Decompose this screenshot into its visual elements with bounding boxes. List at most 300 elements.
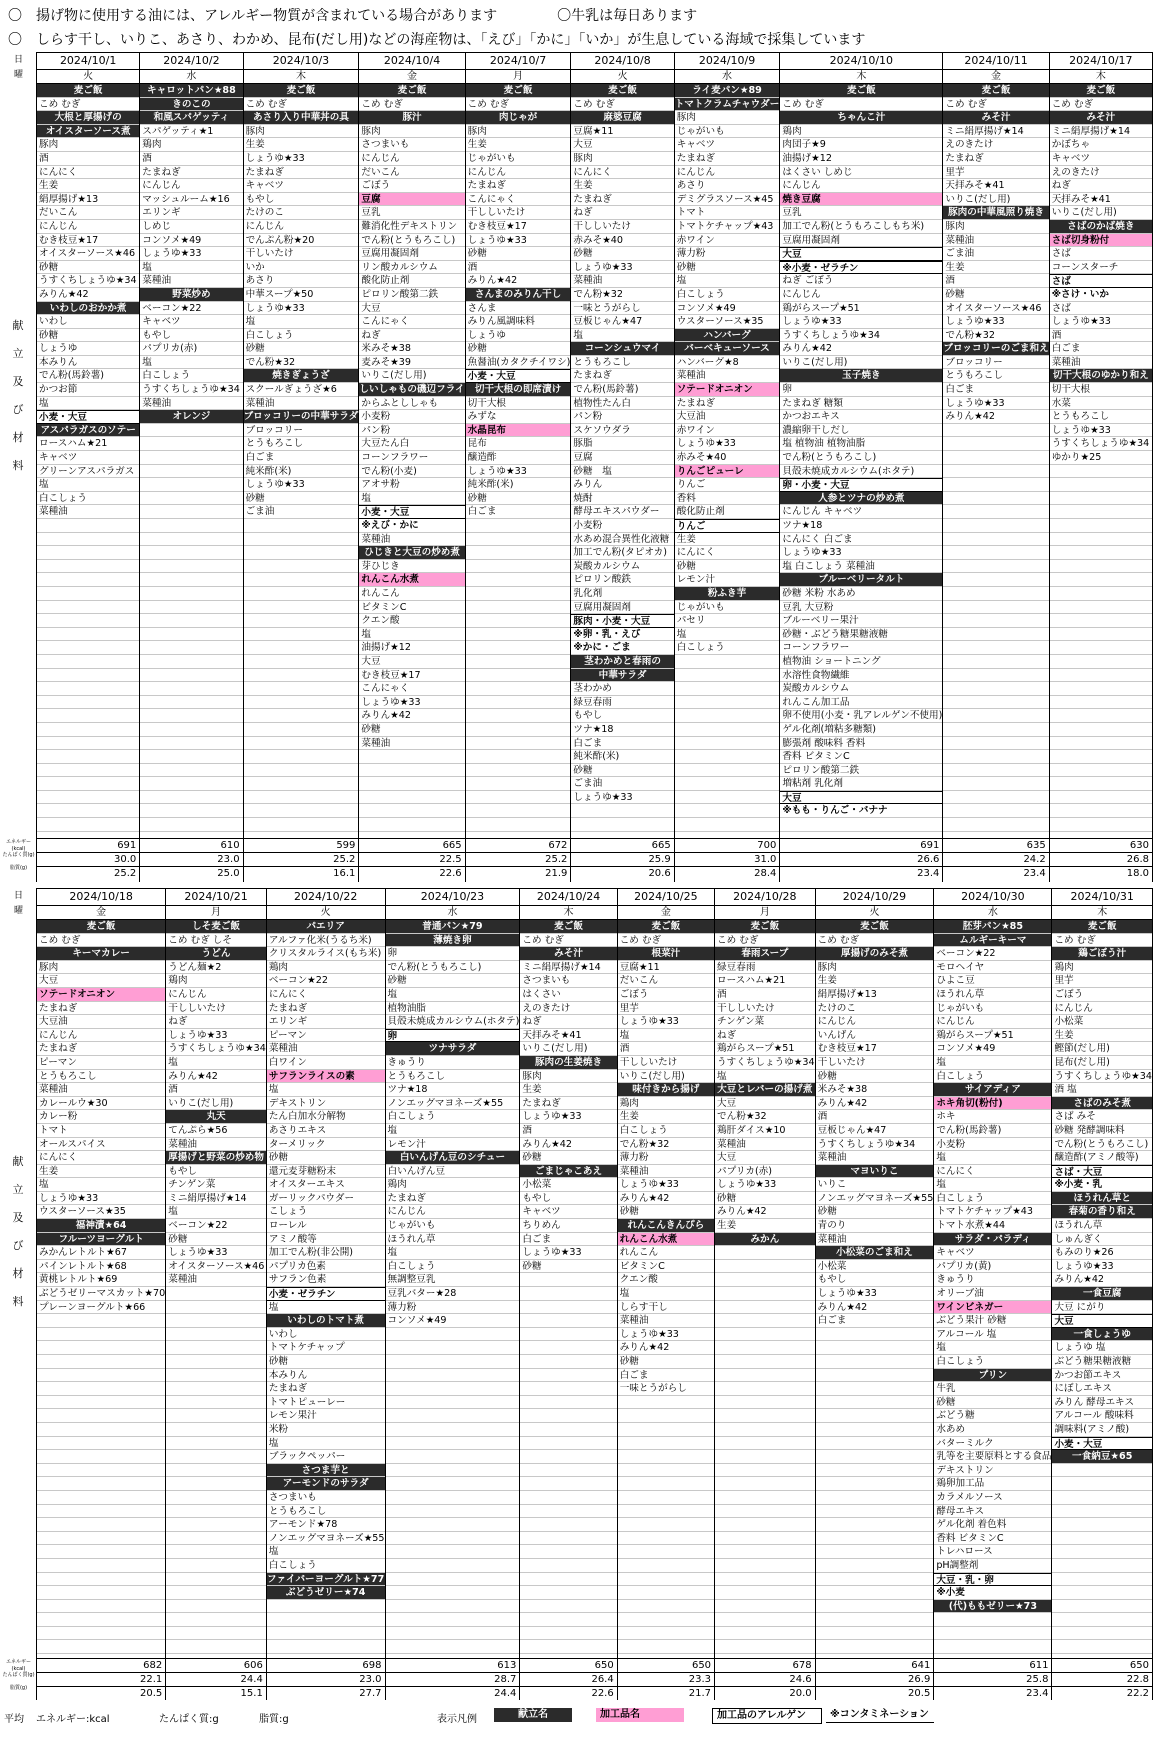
ingredient: 豚脂 <box>571 437 673 451</box>
day-date: 2024/10/3 <box>244 52 359 70</box>
ingredient: もやし <box>571 709 673 723</box>
empty-row <box>166 1287 266 1301</box>
nutrition-totals <box>267 1658 385 1700</box>
contamination-note: ※もも・りんご・バナナ <box>780 804 942 818</box>
ingredient: えのきたけ <box>943 138 1048 152</box>
protein-value: 26.8 <box>1050 852 1152 866</box>
empty-row <box>816 1640 934 1654</box>
nutrition-totals <box>1052 1658 1152 1700</box>
ingredient: 豚肉 <box>37 138 139 152</box>
energy-value: 665 <box>571 838 673 852</box>
ingredient: 加工でん粉(非公開) <box>267 1246 385 1260</box>
day-of-week: 木 <box>1050 70 1152 84</box>
empty-row <box>520 1477 616 1491</box>
empty-row <box>140 818 242 832</box>
ingredient: 白こしょう <box>244 329 359 343</box>
ingredient: しょうゆ 塩 <box>1052 1341 1152 1355</box>
ingredient: 薄力粉 <box>386 1301 520 1315</box>
day-of-week: 火 <box>816 906 934 920</box>
empty-row <box>943 696 1048 710</box>
ingredient: しょうゆ★33 <box>618 1328 714 1342</box>
empty-row <box>943 791 1048 805</box>
ingredient: 酵母エキス <box>934 1505 1051 1519</box>
empty-row <box>520 1355 616 1369</box>
empty-row <box>386 1369 520 1383</box>
empty-row <box>520 1545 616 1559</box>
ingredient: しょうゆ★33 <box>466 465 571 479</box>
ingredient: こめ むぎ <box>1052 934 1152 948</box>
empty-row <box>618 1491 714 1505</box>
label-menu-char: 材 <box>12 431 24 444</box>
empty-row <box>244 587 359 601</box>
empty-row <box>359 818 464 832</box>
dish-name: 麦ご飯 <box>466 84 571 98</box>
ingredient: みりん風調味料 <box>466 315 571 329</box>
dish-name: ハンバーグ <box>675 329 780 343</box>
ingredient: からふとししゃも <box>359 397 464 411</box>
ingredient: 塩 <box>244 315 359 329</box>
empty-row <box>618 1518 714 1532</box>
ingredient: 水あめ <box>934 1423 1051 1437</box>
empty-row <box>520 1559 616 1573</box>
dish-name: 春菊の香り和え <box>1052 1205 1152 1219</box>
ingredient: チンゲン菜 <box>166 1178 266 1192</box>
empty-row <box>816 1464 934 1478</box>
empty-row <box>943 628 1048 642</box>
ingredient: ゲル化剤(増粘多糖類) <box>780 723 942 737</box>
ingredient: 里芋 <box>1052 974 1152 988</box>
energy-value: 691 <box>780 838 942 852</box>
empty-row <box>1050 764 1152 778</box>
empty-row <box>244 560 359 574</box>
empty-row <box>244 628 359 642</box>
empty-row <box>780 818 942 832</box>
empty-row <box>520 1273 616 1287</box>
empty-row <box>37 601 139 615</box>
empty-row <box>140 614 242 628</box>
energy-value: 610 <box>140 838 242 852</box>
nutrition-totals <box>618 1658 714 1700</box>
allergen-label: 大豆 <box>780 247 942 261</box>
allergen-label: 小麦・大豆 <box>466 369 571 383</box>
empty-row <box>571 818 673 832</box>
label-protein: たんぱく質(g) <box>2 1672 35 1678</box>
ingredient: 生姜 <box>816 974 934 988</box>
empty-row <box>244 614 359 628</box>
ingredient: アルファ化米(うるち米) <box>267 934 385 948</box>
day-column <box>520 888 617 1700</box>
ingredient: たまねぎ <box>267 1002 385 1016</box>
empty-row <box>166 1409 266 1423</box>
empty-row <box>140 737 242 751</box>
empty-row <box>943 764 1048 778</box>
ingredient: ツナ★18 <box>571 723 673 737</box>
dish-name: マヨいりこ <box>816 1165 934 1179</box>
ingredient: むき枝豆★17 <box>37 234 139 248</box>
fat-value: 23.4 <box>943 866 1048 880</box>
empty-row <box>166 1396 266 1410</box>
empty-row <box>520 1396 616 1410</box>
ingredient: 鶏肉 <box>780 125 942 139</box>
ingredient: ごま油 <box>244 505 359 519</box>
empty-row <box>37 1532 165 1546</box>
protein-value: 31.0 <box>675 852 780 866</box>
ingredient: 純米酢(米) <box>466 478 571 492</box>
ingredient: パセリ <box>675 614 780 628</box>
empty-row <box>37 1545 165 1559</box>
ingredient: ねぎ <box>715 1029 815 1043</box>
ingredient: むき枝豆★17 <box>816 1042 934 1056</box>
day-of-week: 金 <box>943 70 1048 84</box>
ingredient: 水溶性食物繊維 <box>780 669 942 683</box>
ingredient: 酒 <box>140 152 242 166</box>
ingredient: しょうゆ★33 <box>37 1192 165 1206</box>
fat-value: 20.0 <box>715 1686 815 1700</box>
energy-value: 650 <box>618 1658 714 1672</box>
empty-row <box>715 1518 815 1532</box>
empty-row <box>386 1423 520 1437</box>
ingredient: 砂糖 <box>675 261 780 275</box>
ingredient: 大豆 <box>359 302 464 316</box>
ingredient: スケソウダラ <box>571 424 673 438</box>
ingredient: いわし <box>267 1328 385 1342</box>
empty-row <box>37 1382 165 1396</box>
ingredient: トレハロース <box>934 1545 1051 1559</box>
allergen-label: 小麦・大豆 <box>1052 1437 1152 1451</box>
contamination-note: ※卵・乳・えび <box>571 628 673 642</box>
empty-row <box>37 791 139 805</box>
ingredient: 干ししいたけ <box>466 206 571 220</box>
empty-row <box>816 1423 934 1437</box>
empty-row <box>943 641 1048 655</box>
ingredient: 菜種油 <box>244 397 359 411</box>
ingredient: ロースハム★21 <box>715 974 815 988</box>
contamination-note: ※さけ・いか <box>1050 288 1152 302</box>
empty-row <box>37 533 139 547</box>
ingredient: にんにく <box>571 166 673 180</box>
empty-row <box>1050 696 1152 710</box>
empty-row <box>816 1573 934 1587</box>
ingredient: ピーマン <box>37 1056 165 1070</box>
ingredient: 加工でん粉(とうもろこしもち米) <box>780 220 942 234</box>
ingredient: ごま油 <box>571 777 673 791</box>
ingredient: 砂糖 <box>934 1396 1051 1410</box>
empty-row <box>675 709 780 723</box>
ingredient: れんこん <box>359 587 464 601</box>
processed-food-name: ワインビネガー <box>934 1301 1051 1315</box>
empty-row <box>37 1627 165 1641</box>
ingredient: 無調整豆乳 <box>386 1273 520 1287</box>
ingredient: にんじん <box>934 1015 1051 1029</box>
empty-row <box>386 1409 520 1423</box>
ingredient: たまねぎ <box>140 166 242 180</box>
ingredient: しょうゆ★33 <box>466 234 571 248</box>
ingredient: にんじん <box>37 1029 165 1043</box>
empty-row <box>1050 777 1152 791</box>
ingredient: アーモンド★78 <box>267 1518 385 1532</box>
dish-name: オレンジ <box>140 410 242 424</box>
ingredient: ブラックペッパー <box>267 1450 385 1464</box>
nutrition-totals <box>571 838 673 880</box>
label-energy: エネルギー(kcal) <box>5 1659 31 1672</box>
ingredient: 砂糖 <box>618 1205 714 1219</box>
ingredient: 豆乳 <box>780 206 942 220</box>
empty-row <box>37 1396 165 1410</box>
empty-row <box>1050 818 1152 832</box>
empty-row <box>166 1464 266 1478</box>
ingredient: ミニ絹厚揚げ★14 <box>1050 125 1152 139</box>
empty-row <box>1050 560 1152 574</box>
ingredient: 大豆たん白 <box>359 437 464 451</box>
ingredient: 砂糖 <box>37 329 139 343</box>
ingredient: 豆板じゃん★47 <box>816 1124 934 1138</box>
label-fat: 脂質(g) <box>9 865 28 871</box>
day-of-week: 月 <box>166 906 266 920</box>
empty-row <box>1050 723 1152 737</box>
ingredient: 本みりん <box>267 1369 385 1383</box>
day-column <box>166 888 267 1700</box>
empty-row <box>816 1396 934 1410</box>
ingredient: パプリカ(黄) <box>934 1260 1051 1274</box>
empty-row <box>140 465 242 479</box>
empty-row <box>267 1640 385 1654</box>
legend <box>4 1706 1154 1728</box>
empty-row <box>466 682 571 696</box>
dish-name: 人参とツナの炒め煮 <box>780 492 942 506</box>
ingredient: でん粉★32 <box>244 356 359 370</box>
ingredient: 豚肉 <box>520 1070 616 1084</box>
empty-row <box>715 1600 815 1614</box>
dish-name: 麦ご飯 <box>37 920 165 934</box>
ingredient: バターミルク <box>934 1437 1051 1451</box>
dish-name: ブルーベリータルト <box>780 573 942 587</box>
ingredient: 白こしょう <box>140 369 242 383</box>
ingredient: レモン汁 <box>386 1138 520 1152</box>
ingredient: ぶどうゼリーマスカット★70 <box>39 1288 166 1300</box>
ingredient: 生姜 <box>618 1110 714 1124</box>
ingredient: 香料 ビタミンC <box>934 1532 1051 1546</box>
empty-row <box>943 533 1048 547</box>
dish-name: 福神漬★64 <box>37 1219 165 1233</box>
fat-value: 25.0 <box>140 866 242 880</box>
empty-row <box>466 655 571 669</box>
ingredient: 水あめ混合異性化液糖 <box>571 533 673 547</box>
ingredient: 酒 <box>715 988 815 1002</box>
dish-name: パエリア <box>267 920 385 934</box>
ingredient: ベーコン★22 <box>267 974 385 988</box>
dish-name: コーンシュウマイ <box>571 342 673 356</box>
dish-name: ブロッコリーの中華サラダ <box>243 411 359 423</box>
day-date: 2024/10/23 <box>386 888 520 906</box>
ingredient: オイスターエキス <box>267 1178 385 1192</box>
day-column <box>37 888 166 1700</box>
dish-name: ブロッコリーのごま和え <box>943 343 1049 355</box>
ingredient: ブルーベリー果汁 <box>780 614 942 628</box>
nutrition-totals <box>466 838 571 880</box>
empty-row <box>244 750 359 764</box>
empty-row <box>37 1505 165 1519</box>
ingredient: さつまいも <box>520 974 616 988</box>
ingredient: 大豆 <box>37 974 165 988</box>
ingredient: 菜種油 <box>140 274 242 288</box>
protein-value: 26.9 <box>816 1672 934 1686</box>
allergen-label: 大豆・乳・卵 <box>934 1573 1051 1587</box>
ingredient: pH調整剤 <box>934 1559 1051 1573</box>
fat-value: 27.7 <box>267 1686 385 1700</box>
day-column <box>244 52 360 882</box>
empty-row <box>1052 1532 1152 1546</box>
empty-row <box>816 1369 934 1383</box>
ingredient: でん粉(とうもろこし) <box>780 451 942 465</box>
energy-value: 650 <box>520 1658 616 1672</box>
empty-row <box>1050 492 1152 506</box>
ingredient: たまねぎ <box>466 179 571 193</box>
ingredient: トマトピューレー <box>267 1396 385 1410</box>
ingredient: でんぷん粉★20 <box>244 234 359 248</box>
empty-row <box>37 1450 165 1464</box>
empty-row <box>140 478 242 492</box>
ingredient: 鶏がらスープ★51 <box>715 1042 815 1056</box>
protein-value: 30.0 <box>37 852 139 866</box>
energy-value: 641 <box>816 1658 934 1672</box>
dish-name: ひじきと大豆の炒め煮 <box>359 546 464 560</box>
ingredient: 芽ひじき <box>359 560 464 574</box>
empty-row <box>166 1559 266 1573</box>
empty-row <box>140 587 242 601</box>
nutrition-totals <box>934 1658 1051 1700</box>
ingredient: ノンエッグマヨネーズ★55 <box>817 1192 934 1204</box>
empty-row <box>386 1532 520 1546</box>
ingredient: アルコール 酸味料 <box>1052 1409 1152 1423</box>
empty-row <box>37 1640 165 1654</box>
protein-value: 24.6 <box>715 1672 815 1686</box>
ingredient: 塩 <box>37 478 139 492</box>
ingredient: 白ごま <box>618 1369 714 1383</box>
menu-items <box>359 84 464 832</box>
ingredient: クエン酸 <box>359 614 464 628</box>
menu-items <box>386 920 520 1654</box>
dish-name: さばのかば焼き <box>1050 220 1152 234</box>
ingredient: 天拝みそ★41 <box>1050 193 1152 207</box>
empty-row <box>618 1545 714 1559</box>
ingredient: パン粉 <box>359 424 464 438</box>
ingredient: 干しいたけ <box>816 1056 934 1070</box>
menu-items <box>816 920 934 1654</box>
empty-row <box>715 1491 815 1505</box>
empty-row <box>244 655 359 669</box>
ingredient: みりん★42 <box>359 709 464 723</box>
empty-row <box>466 818 571 832</box>
ingredient: 干ししいたけ <box>715 1002 815 1016</box>
ingredient: カレールウ★30 <box>37 1097 165 1111</box>
ingredient: 純米酢(米) <box>244 465 359 479</box>
empty-row <box>466 669 571 683</box>
ingredient: じゃがいも <box>675 601 780 615</box>
ingredient: かつお節エキス <box>1052 1369 1152 1383</box>
dish-name: 麦ご飯 <box>943 84 1048 98</box>
ingredient: 赤みそ★40 <box>675 451 780 465</box>
ingredient: 塩 植物油 植物油脂 <box>780 437 942 451</box>
ingredient: たけのこ <box>244 206 359 220</box>
energy-value: 672 <box>466 838 571 852</box>
empty-row <box>37 1423 165 1437</box>
ingredient: 豆乳 大豆粉 <box>780 601 942 615</box>
empty-row <box>37 1477 165 1491</box>
dish-name: さばのみそ煮 <box>1052 1097 1152 1111</box>
ingredient: うすくちしょうゆ★34 <box>1054 1070 1152 1082</box>
dish-name: オイスターソース煮 <box>37 125 139 139</box>
dish-name: サイアディア <box>934 1083 1051 1097</box>
ingredient: 塩 <box>715 1070 815 1084</box>
ingredient: ウスターソース★35 <box>675 315 780 329</box>
empty-row <box>1052 1505 1152 1519</box>
empty-row <box>466 560 571 574</box>
ingredient: 米みそ★38 <box>816 1083 934 1097</box>
dish-name: 切干大根の即席漬け <box>466 383 571 397</box>
empty-row <box>1050 505 1152 519</box>
empty-row <box>520 1613 616 1627</box>
ingredient: クエン酸 <box>618 1273 714 1287</box>
ingredient: 砂糖 <box>943 288 1048 302</box>
ingredient: 薄力粉 <box>618 1151 714 1165</box>
label-menu-char: 立 <box>12 1183 24 1196</box>
empty-row <box>359 804 464 818</box>
ingredient: 青のり <box>816 1219 934 1233</box>
ingredient: 砂糖 <box>244 342 359 356</box>
empty-row <box>816 1341 934 1355</box>
empty-row <box>715 1355 815 1369</box>
ingredient: きゅうり <box>386 1056 520 1070</box>
ingredient: 白ごま <box>244 451 359 465</box>
ingredient: ねぎ <box>1050 179 1152 193</box>
ingredient: オイスターソース★46 <box>943 302 1048 316</box>
ingredient: 薄力粉 <box>675 247 780 261</box>
ingredient: トマトケチャップ★43 <box>934 1205 1051 1219</box>
ingredient: デキストリン <box>934 1464 1051 1478</box>
empty-row <box>244 682 359 696</box>
nutrition-totals <box>675 838 780 880</box>
ingredient: うすくちしょうゆ★34 <box>1050 437 1152 451</box>
dish-name: 中華サラダ <box>571 669 673 683</box>
nutrition-totals <box>140 838 242 880</box>
ingredient: こめ むぎ <box>715 934 815 948</box>
ingredient: 難消化性デキストリン <box>359 220 464 234</box>
empty-row <box>244 777 359 791</box>
ingredient: 砂糖 <box>675 560 780 574</box>
ingredient: 塩 <box>267 1545 385 1559</box>
ingredient: はくさい <box>520 988 616 1002</box>
ingredient: こめ むぎ <box>359 98 464 112</box>
ingredient: 膨張剤 酸味料 香料 <box>780 737 942 751</box>
day-date: 2024/10/22 <box>267 888 385 906</box>
ingredient: ツナ★18 <box>386 1083 520 1097</box>
ingredient: みりん★42 <box>618 1341 714 1355</box>
ingredient: こめ むぎ <box>37 934 165 948</box>
empty-row <box>166 1382 266 1396</box>
empty-row <box>37 641 139 655</box>
ingredient: みりん★42 <box>943 410 1048 424</box>
protein-value: 25.8 <box>934 1672 1051 1686</box>
menu-items <box>1050 84 1152 832</box>
day-of-week: 月 <box>466 70 571 84</box>
ingredient: でん粉★32 <box>715 1110 815 1124</box>
ingredient: カレー粉 <box>37 1110 165 1124</box>
ingredient: コンソメ★49 <box>386 1314 520 1328</box>
empty-row <box>166 1573 266 1587</box>
dish-name: 野菜炒め <box>140 288 242 302</box>
empty-row <box>37 573 139 587</box>
menu-items <box>166 920 266 1654</box>
